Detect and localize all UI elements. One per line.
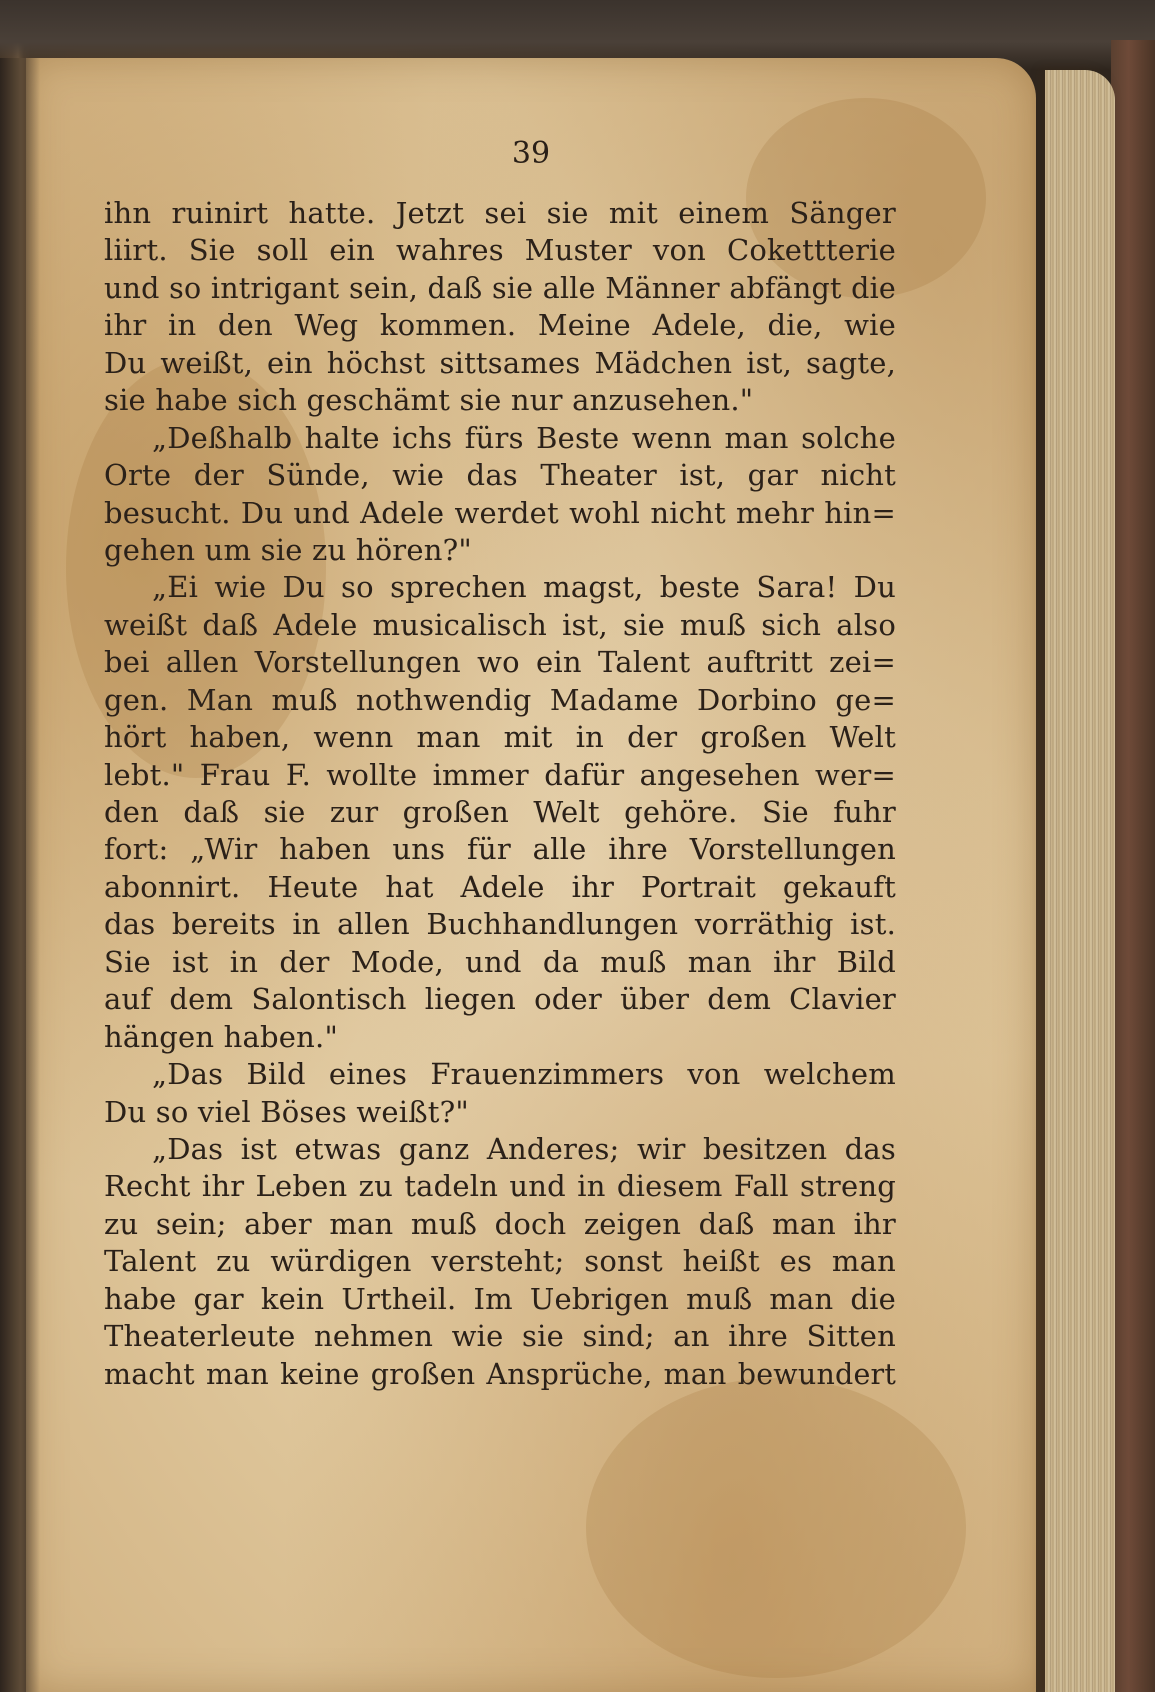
text-line: sie habe sich geschämt sie nur anzusehen." (104, 383, 754, 418)
text-line: Recht ihr Leben zu tadeln und in diesem Fall streng (104, 1169, 896, 1204)
book-gutter (0, 58, 40, 1692)
text-line: zu sein; aber man muß doch zeigen daß man ihr (104, 1206, 896, 1241)
text-line: „Ei wie Du so sprechen magst, beste Sara! Du (152, 570, 896, 605)
text-line: besucht. Du und Adele werdet wohl nicht mehr hin= (104, 495, 896, 530)
text-line: das bereits in allen Buchhandlungen vorräthig ist. (104, 907, 896, 942)
text-line: den daß sie zur großen Welt gehöre. Sie fuhr (104, 795, 896, 829)
text-line: Theaterleute nehmen wie sie sind; an ihre Sitten (104, 1319, 896, 1354)
text-line: „Das Bild eines Frauenzimmers von welchem (152, 1057, 896, 1092)
text-line: gehen um sie zu hören?" (104, 532, 472, 567)
text-line: lebt." Frau F. wollte immer dafür angesehen wer= (104, 757, 896, 792)
text-line: ihr in den Weg kommen. Meine Adele, die, wie (104, 308, 896, 343)
text-line: fort: „Wir haben uns für alle ihre Vorstellungen (104, 832, 896, 867)
text-line: abonnirt. Heute hat Adele ihr Portrait gekauft (104, 869, 896, 904)
text-line: weißt daß Adele musicalisch ist, sie muß sich also (104, 607, 896, 642)
body-text (104, 195, 896, 1393)
text-line: hört haben, wenn man mit in der großen Welt (104, 720, 896, 755)
text-line: „Deßhalb halte ichs fürs Beste wenn man solche (152, 420, 896, 455)
text-line: Du so viel Böses weißt?" (104, 1094, 469, 1129)
text-line: gen. Man muß nothwendig Madame Dorbino ge= (104, 682, 896, 717)
text-line: Du weißt, ein höchst sittsames Mädchen ist, sagte, (104, 345, 896, 380)
text-line: auf dem Salontisch liegen oder über dem Clavier (104, 982, 896, 1017)
text-line: und so intrigant sein, daß sie alle Männer abfängt die (104, 271, 896, 305)
book-cover-edge (1111, 40, 1155, 1692)
page-edges (1045, 70, 1115, 1692)
foxing-stain (586, 1378, 966, 1678)
text-line: Talent zu würdigen versteht; sonst heißt es man (104, 1244, 896, 1279)
text-line: bei allen Vorstellungen wo ein Talent auftritt zei= (104, 645, 896, 680)
text-line: hängen haben." (104, 1019, 338, 1054)
text-line: ihn ruinirt hatte. Jetzt sei sie mit einem Sänger (104, 196, 896, 230)
text-line: Sie ist in der Mode, und da muß man ihr Bild (104, 944, 896, 979)
text-line: liirt. Sie soll ein wahres Muster von Cokettterie (104, 233, 896, 268)
text-line: Orte der Sünde, wie das Theater ist, gar nicht (104, 458, 896, 493)
page-number: 39 (511, 136, 551, 171)
text-line: macht man keine großen Ansprüche, man bewundert (104, 1357, 896, 1391)
text-line: „Das ist etwas ganz Anderes; wir besitzen das (152, 1131, 896, 1166)
book-page (26, 58, 1036, 1692)
text-line: habe gar kein Urtheil. Im Uebrigen muß man die (104, 1281, 896, 1316)
